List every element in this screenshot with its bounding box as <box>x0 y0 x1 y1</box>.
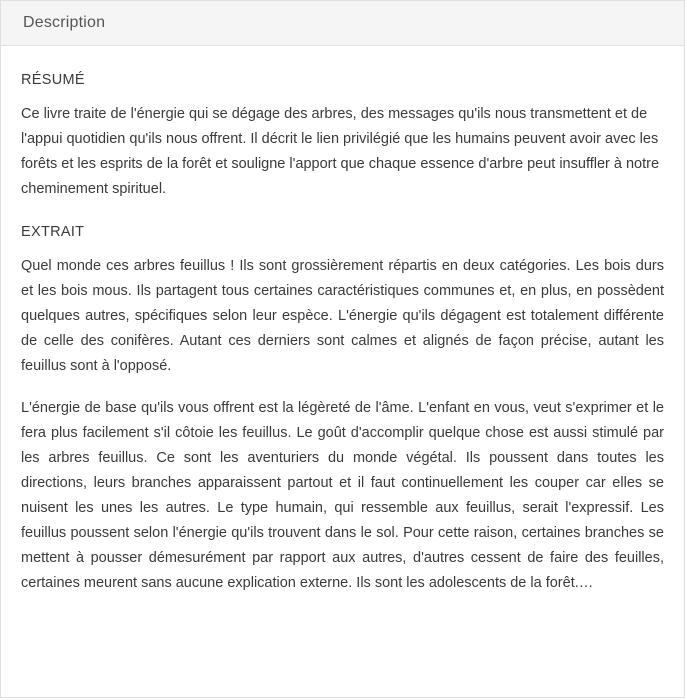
section-resume <box>21 72 664 202</box>
page-title: Description <box>23 14 106 31</box>
panel-body <box>1 46 684 697</box>
paragraph-extrait-1: Quel monde ces arbres feuillus ! Ils sont grossièrement répartis en deux catégories. Les bois durs et les bois mous. Ils partagent tous certaines caractéristiques communes et, en plus, en possèdent quelques autres, spécifiques selon leur espèce. L'énergie qu'ils dégagent est totalement différente de celle des conifères. Autant ces derniers sont calmes et alignés de façon précise, autant les feuillus sont à l'opposé. <box>21 258 664 374</box>
paragraph-extrait-2: L'énergie de base qu'ils vous offrent est la légèreté de l'âme. L'enfant en vous, veut s'exprimer et le fera plus facilement s'il côtoie les feuillus. Le goût d'accomplir quelque chose est aussi stimulé par les arbres feuillus. Ce sont les aventuriers du monde végétal. Ils poussent dans toutes les directions, leurs branches apparaissent partout et il faut continuellement les couper car elles se nuisent les unes les autres. Le type humain, qui ressemble aux feuillus, serait l'expressif. Les feuillus poussent selon l'énergie qu'ils trouvent dans le sol. Pour cette raison, certaines branches se mettent à pousser démesurément par rapport aux autres, d'autres cessent de faire des feuilles, certaines meurent sans aucune explication externe. Ils sont les adolescents de la forêt.… <box>21 400 664 591</box>
paragraph-resume-1: Ce livre traite de l'énergie qui se dégage des arbres, des messages qu'ils nous transmettent et de l'appui quotidien qu'ils nous offrent. Il décrit le lien privilégié que les humains peuvent avoir avec les forêts et les esprits de la forêt et souligne l'apport que chaque essence d'arbre peut insuffler à notre cheminement spirituel. <box>21 106 660 197</box>
section-heading-extrait: EXTRAIT <box>21 224 85 240</box>
panel-header <box>1 1 684 46</box>
section-extrait <box>21 224 664 596</box>
section-heading-resume: RÉSUMÉ <box>21 72 85 88</box>
